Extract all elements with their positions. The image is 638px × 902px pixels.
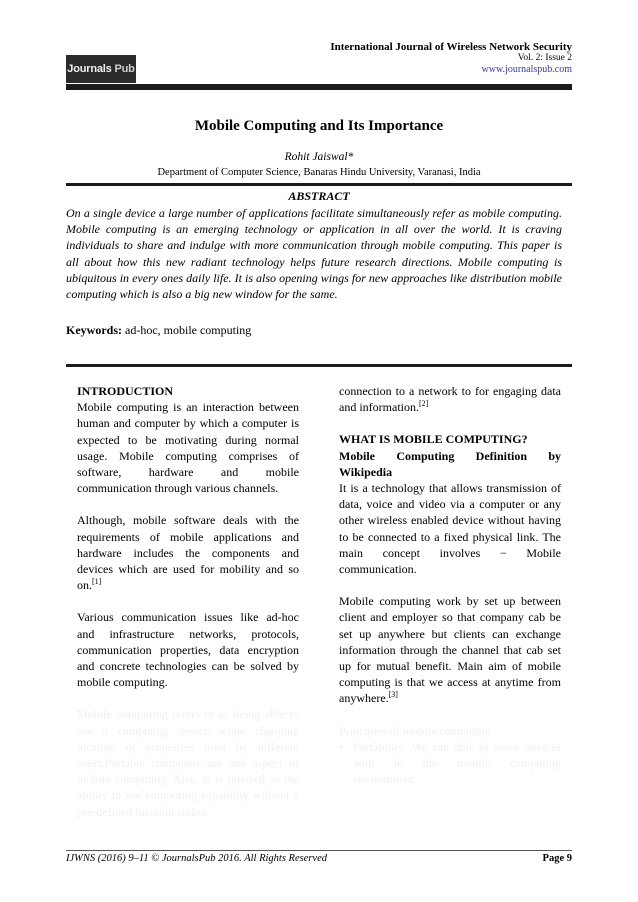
- header-rule: [66, 84, 572, 90]
- journal-volume: Vol. 2: Issue 2: [517, 53, 572, 63]
- subheading-definition: Mobile Computing Definition by Wikipedia: [339, 448, 561, 479]
- footer-citation: IJWNS (2016) 9–11 © JournalsPub 2016. All Rights Reserved: [66, 853, 328, 864]
- keywords-line: [66, 323, 572, 338]
- logo-sub-text: Pub: [114, 63, 135, 75]
- section-heading-introduction: INTRODUCTION: [77, 384, 174, 398]
- intro-paragraph-3: Various communication issues like ad-hoc and infrastructure networks, protocols, communication properties, data encryption and concrete technologies can be solved by mobile computing.: [77, 610, 299, 690]
- citation-ref-2[interactable]: [2]: [418, 399, 429, 409]
- author-affiliation: Department of Computer Science, Banaras Hindu University, Varanasi, India: [157, 167, 481, 178]
- right-paragraph-3-text: Mobile computing work by set up between client and employer so that company cab be set up anywhere but clients can exchange information through the channel that cab set up for mutual benefit. Main aim of mobile computing is that we access at anytime from anywhere.: [339, 594, 561, 706]
- intro-paragraph-2-text: Although, mobile software deals with the requirements of mobile applications and hardware includes the components and devices which are used for mobility and so on.: [77, 513, 299, 593]
- right-paragraph-1: [339, 383, 561, 415]
- right-column: [339, 383, 561, 787]
- right-paragraph-3: [339, 593, 561, 706]
- keywords-value: ad-hoc, mobile computing: [125, 323, 252, 337]
- footer-rule: [66, 850, 572, 851]
- paper-author: Rohit Jaiswal*: [284, 151, 354, 163]
- definition-paragraph: It is a technology that allows transmission of data, voice and video via a computer or any other wireless enabled device without having to be connected to a fixed physical link. The main concept involves − Mobile communication.: [339, 481, 561, 577]
- logo-text: Journals: [67, 63, 112, 75]
- journal-name: International Journal of Wireless Network Security: [330, 41, 572, 53]
- citation-ref-1[interactable]: [1]: [92, 577, 102, 587]
- faded-bullet-item: [339, 739, 561, 788]
- abstract-heading: ABSTRACT: [288, 189, 350, 203]
- abstract-top-rule: [66, 183, 572, 186]
- citation-ref-3[interactable]: [3]: [388, 690, 398, 700]
- paper-title: Mobile Computing and Its Importance: [194, 118, 444, 134]
- page-number: Page 9: [542, 853, 572, 864]
- section-heading-what-is: WHAT IS MOBILE COMPUTING?: [339, 432, 528, 447]
- faded-heading: Principles of mobile computing: [339, 723, 491, 738]
- intro-paragraph-2: [77, 512, 299, 593]
- abstract-bottom-rule: [66, 364, 572, 367]
- keywords-label: Keywords:: [66, 323, 122, 337]
- journal-logo: [66, 55, 136, 83]
- intro-paragraph-1: Mobile computing is an interaction between human and computer by which a computer is expected to be motivating during normal usage. Mobile computing comprises of software, hardware and mobile communication through various channels.: [77, 400, 299, 496]
- left-column: [77, 383, 299, 820]
- faded-bullet-text: Portability: We can able to move devices with in the mobile computing environment.: [353, 739, 561, 787]
- bullet-icon: •: [339, 739, 344, 754]
- faded-paragraph: Mobile computing refers to as being able to use a computing device while changing location of properties used by different users.Portable computers are one aspect of mobile computing. Also, it is referred as the ability to use computing capability without a pre-defined location and/or: [77, 707, 299, 819]
- abstract-text: On a single device a large number of applications facilitate simultaneously refer as mobile computing. Mobile computing is an emerging technology or application in all over the world. It is craving individuals to share and indulge with more communication through mobile computing. This paper is all about how this new radiant technology helps future research directions. Mobile computing is ubiquitous in every ones daily life. It is also opening wings for new approaches like distribution mobile computing which is also a big new window for the same.: [66, 206, 562, 302]
- journal-url-link[interactable]: www.journalspub.com: [481, 64, 572, 75]
- right-paragraph-1-text: connection to a network to for engaging data and information.: [339, 384, 561, 415]
